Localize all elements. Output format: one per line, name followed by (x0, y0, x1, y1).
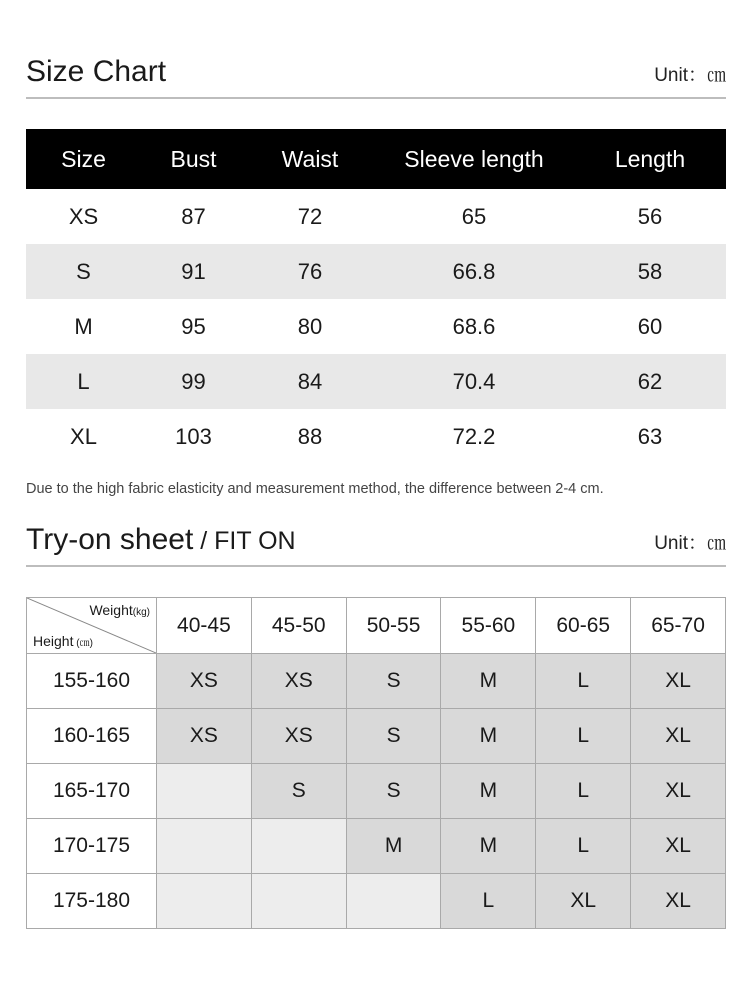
size-chart-unit: Unit：㎝ (654, 65, 726, 86)
size-recommendation-cell: XL (631, 764, 726, 819)
size-recommendation-cell: L (536, 764, 631, 819)
waist-cell: 72 (297, 203, 323, 229)
height-label-cell: 175-180 (27, 874, 157, 929)
fit-sheet-subtitle: / FIT ON (193, 527, 296, 555)
size-recommendation-cell: L (441, 874, 536, 929)
size-recommendation-cell: XL (536, 874, 631, 929)
length-cell: 62 (574, 354, 726, 409)
size-chart-header (26, 52, 726, 99)
size-recommendation-cell: S (346, 764, 441, 819)
bust-cell: 87 (181, 203, 206, 229)
table-row (26, 354, 726, 409)
length-cell: 63 (637, 423, 663, 449)
fit-sheet-table (26, 597, 726, 929)
waist-cell: 88 (297, 423, 323, 449)
weight-axis-label: Weight(kg) (89, 602, 150, 618)
column-header: Size (26, 129, 141, 189)
corner-cell (27, 598, 157, 654)
size-recommendation-cell: M (346, 819, 441, 874)
empty-cell (157, 819, 252, 874)
empty-cell (157, 764, 252, 819)
weight-header: 50-55 (346, 598, 441, 654)
empty-cell (251, 874, 346, 929)
table-row (27, 764, 726, 819)
length-cell: 58 (574, 244, 726, 299)
bust-cell: 95 (181, 313, 206, 339)
measurement-note: Due to the high fabric elasticity and measurement method, the difference between 2-4 cm. (26, 481, 604, 497)
table-row (27, 654, 726, 709)
size-chart-table (26, 129, 726, 464)
waist-cell: 76 (246, 244, 374, 299)
fit-sheet-title-main: Try-on sheet (26, 523, 194, 556)
size-recommendation-cell: S (346, 709, 441, 764)
size-recommendation-cell: XL (631, 709, 726, 764)
table-row (27, 709, 726, 764)
bust-cell: 99 (141, 354, 246, 409)
empty-cell (251, 819, 346, 874)
sleeve-cell: 68.6 (452, 313, 496, 339)
height-label-cell: 165-170 (27, 764, 157, 819)
height-label-cell: 170-175 (27, 819, 157, 874)
weight-header: 60-65 (536, 598, 631, 654)
bust-cell: 91 (141, 244, 246, 299)
column-header: Sleeve length (374, 129, 574, 189)
size-recommendation-cell: XS (251, 654, 346, 709)
table-row (26, 189, 726, 244)
fit-sheet-unit: Unit：㎝ (654, 533, 726, 554)
weight-header: 45-50 (251, 598, 346, 654)
size-chart-title: Size Chart (26, 55, 167, 88)
length-cell: 56 (637, 203, 663, 229)
weight-header: 40-45 (157, 598, 252, 654)
size-cell: M (74, 313, 93, 339)
size-cell: S (26, 244, 141, 299)
sleeve-cell: 70.4 (374, 354, 574, 409)
fit-header-row (27, 598, 726, 654)
waist-cell: 84 (246, 354, 374, 409)
size-recommendation-cell: S (346, 654, 441, 709)
weight-header: 65-70 (631, 598, 726, 654)
height-axis-label: Height (㎝) (33, 633, 93, 649)
table-row (26, 244, 726, 299)
sleeve-cell: 72.2 (452, 423, 496, 449)
size-recommendation-cell: XL (631, 819, 726, 874)
size-table-header-row (26, 129, 726, 189)
bust-cell: 103 (175, 423, 212, 449)
size-recommendation-cell: M (441, 764, 536, 819)
size-recommendation-cell: L (536, 654, 631, 709)
size-recommendation-cell: XL (631, 654, 726, 709)
height-label-cell: 160-165 (27, 709, 157, 764)
column-header: Bust (141, 129, 246, 189)
size-recommendation-cell: M (441, 819, 536, 874)
size-recommendation-cell: XS (251, 709, 346, 764)
fit-sheet-title (26, 523, 296, 557)
table-row (26, 409, 726, 464)
size-cell: L (26, 354, 141, 409)
column-header: Waist (246, 129, 374, 189)
empty-cell (157, 874, 252, 929)
size-recommendation-cell: XS (157, 654, 252, 709)
height-label-cell: 155-160 (27, 654, 157, 709)
size-recommendation-cell: M (441, 709, 536, 764)
size-cell: XS (68, 203, 99, 229)
waist-cell: 80 (297, 313, 323, 339)
fit-sheet-header (26, 520, 726, 567)
column-header: Length (574, 129, 726, 189)
size-recommendation-cell: XS (157, 709, 252, 764)
sleeve-cell: 65 (461, 203, 487, 229)
weight-header: 55-60 (441, 598, 536, 654)
length-cell: 60 (637, 313, 663, 339)
table-row (26, 299, 726, 354)
empty-cell (346, 874, 441, 929)
size-recommendation-cell: L (536, 709, 631, 764)
table-row (27, 819, 726, 874)
sleeve-cell: 66.8 (374, 244, 574, 299)
size-recommendation-cell: L (536, 819, 631, 874)
size-recommendation-cell: S (251, 764, 346, 819)
size-recommendation-cell: M (441, 654, 536, 709)
size-cell: XL (70, 423, 97, 449)
table-row (27, 874, 726, 929)
size-recommendation-cell: XL (631, 874, 726, 929)
